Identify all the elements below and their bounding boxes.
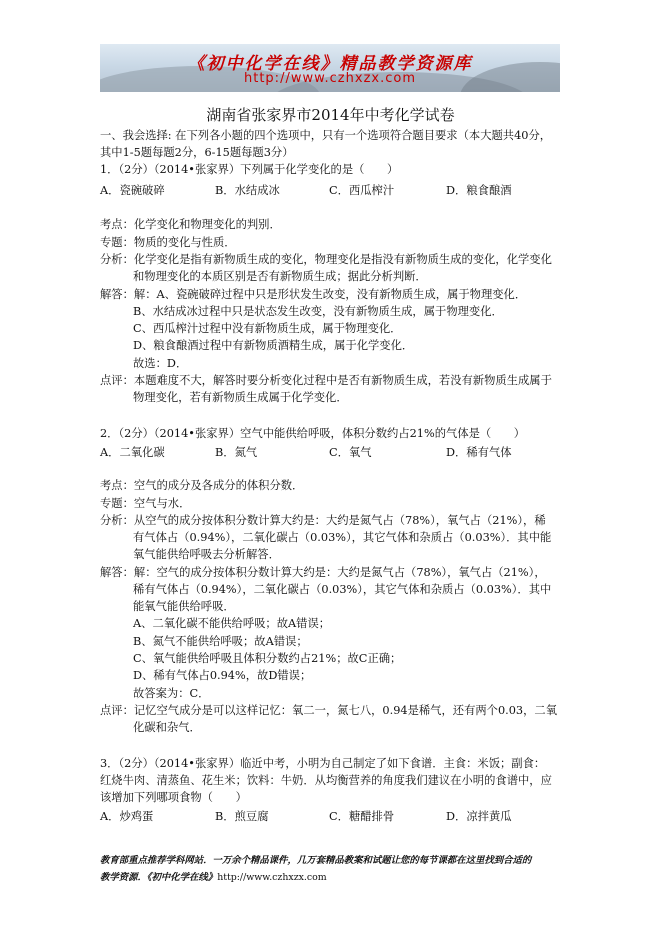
q2-jieda: 能氧气能供给呼吸． bbox=[133, 600, 235, 613]
q2-option-b[interactable]: B．氮气 bbox=[215, 446, 258, 459]
question-1-stem: 1．（2分）（2014•张家界）下列属于化学变化的是（ ） bbox=[100, 163, 399, 176]
footer-text bbox=[100, 869, 327, 883]
footer-url-link[interactable]: http://www.czhxzx.com bbox=[217, 872, 327, 883]
banner-url[interactable]: http://www.czhxzx.com bbox=[244, 71, 416, 86]
q2-jieda: A、二氧化碳不能供给呼吸；故A错误； bbox=[133, 617, 331, 630]
question-2-stem: 2．（2分）（2014•张家界）空气中能供给呼吸，体积分数约占21%的气体是（ ） bbox=[100, 427, 526, 440]
q1-jieda: 解答：解：A、瓷碗破碎过程中只是形状发生改变，没有新物质生成，属于物理变化． bbox=[100, 288, 527, 301]
q2-jieda: 稀有气体占（0.94%），二氧化碳占（0.03%），其它气体和杂质占（0.03%）．其中 bbox=[133, 583, 552, 596]
q2-fenxi: 分析：从空气的成分按体积分数计算大约是：大约是氮气占（78%），氧气占（21%），稀 bbox=[100, 514, 546, 527]
footer-text-tail: 教学资源．《初中化学在线》 bbox=[100, 872, 218, 883]
q3-option-a[interactable]: A．炒鸡蛋 bbox=[100, 810, 154, 823]
q3-option-c[interactable]: C．糖醋排骨 bbox=[329, 810, 395, 823]
q2-jieda: C、氧气能供给呼吸且体积分数约占21%；故C正确； bbox=[133, 652, 402, 665]
q2-fenxi: 有气体占（0.94%），二氧化碳占（0.03%），其它气体和杂质占（0.03%）．其中能 bbox=[133, 531, 552, 544]
q3-option-d[interactable]: D．凉拌黄瓜 bbox=[446, 810, 512, 823]
section-instructions: 其中1-5题每题2分，6-15题每题3分） bbox=[100, 146, 294, 159]
q2-jieda: 故答案为：C． bbox=[133, 687, 210, 700]
q1-fenxi: 分析：化学变化是指有新物质生成的变化，物理变化是指没有新物质生成的变化，化学变化 bbox=[100, 253, 552, 266]
q2-dianping: 化碳和杂气． bbox=[133, 721, 201, 734]
q1-option-c[interactable]: C．西瓜榨汁 bbox=[329, 184, 395, 197]
q1-jieda: 故选：D． bbox=[133, 357, 188, 370]
q2-dianping: 点评：记忆空气成分是可以这样记忆：氧二一，氮七八，0.94是稀气，还有两个0.03，二氧 bbox=[100, 704, 557, 717]
footer-text: 教育部重点推荐学科网站．一万余个精品课件，几万套精品教案和试题让您的每节课都在这里找到合适的 bbox=[100, 855, 532, 866]
q2-jieda: B、氮气不能供给呼吸；故A错误； bbox=[133, 635, 308, 648]
q1-fenxi: 和物理变化的本质区别是否有新物质生成；据此分析判断． bbox=[133, 270, 427, 283]
q2-kaodian: 考点：空气的成分及各成分的体积分数． bbox=[100, 479, 304, 492]
q2-option-a[interactable]: A．二氧化碳 bbox=[100, 446, 165, 459]
banner-slogan: 《初中化学在线》精品教学资源库 bbox=[187, 54, 473, 74]
q2-zhuanti: 专题：空气与水． bbox=[100, 497, 191, 510]
q1-dianping: 物理变化，若有新物质生成属于化学变化． bbox=[133, 391, 348, 404]
q2-jieda: D、稀有气体占0.94%，故D错误； bbox=[133, 669, 312, 682]
section-instructions: 一、我会选择: 在下列各小题的四个选项中，只有一个选项符合题目要求（本大题共40分， bbox=[100, 129, 552, 142]
q1-jieda: B、水结成冰过程中只是状态发生改变，没有新物质生成，属于物理变化． bbox=[133, 305, 503, 318]
q2-fenxi: 氧气能供给呼吸去分析解答． bbox=[133, 548, 280, 561]
q1-kaodian: 考点：化学变化和物理变化的判别． bbox=[100, 218, 281, 231]
q1-dianping: 点评：本题难度不大，解答时要分析变化过程中是否有新物质生成，若没有新物质生成属于 bbox=[100, 374, 552, 387]
q1-jieda: C、西瓜榨汁过程中没有新物质生成，属于物理变化． bbox=[133, 322, 402, 335]
q3-option-b[interactable]: B．煎豆腐 bbox=[215, 810, 269, 823]
question-3-stem: 3．（2分）（2014•张家界）临近中考，小明为自己制定了如下食谱．主食：米饭；副食： bbox=[100, 757, 546, 770]
page-title: 湖南省张家界市2014年中考化学试卷 bbox=[206, 106, 455, 124]
q2-option-c[interactable]: C．氧气 bbox=[329, 446, 372, 459]
q1-option-a[interactable]: A．瓷碗破碎 bbox=[100, 184, 165, 197]
header-banner bbox=[100, 44, 560, 92]
question-3-stem: 红烧牛肉、清蒸鱼、花生米；饮料：牛奶．从均衡营养的角度我们建议在小明的食谱中，应 bbox=[100, 774, 552, 787]
q2-jieda: 解答：解：空气的成分按体积分数计算大约是：大约是氮气占（78%），氧气占（21%）， bbox=[100, 566, 546, 579]
question-3-stem: 该增加下列哪项食物（ ） bbox=[100, 791, 247, 804]
q1-zhuanti: 专题：物质的变化与性质． bbox=[100, 236, 236, 249]
q1-option-d[interactable]: D．粮食酿酒 bbox=[446, 184, 512, 197]
q2-option-d[interactable]: D．稀有气体 bbox=[446, 446, 512, 459]
q1-jieda: D、粮食酿酒过程中有新物质酒精生成，属于化学变化． bbox=[133, 339, 414, 352]
q1-option-b[interactable]: B．水结成冰 bbox=[215, 184, 280, 197]
